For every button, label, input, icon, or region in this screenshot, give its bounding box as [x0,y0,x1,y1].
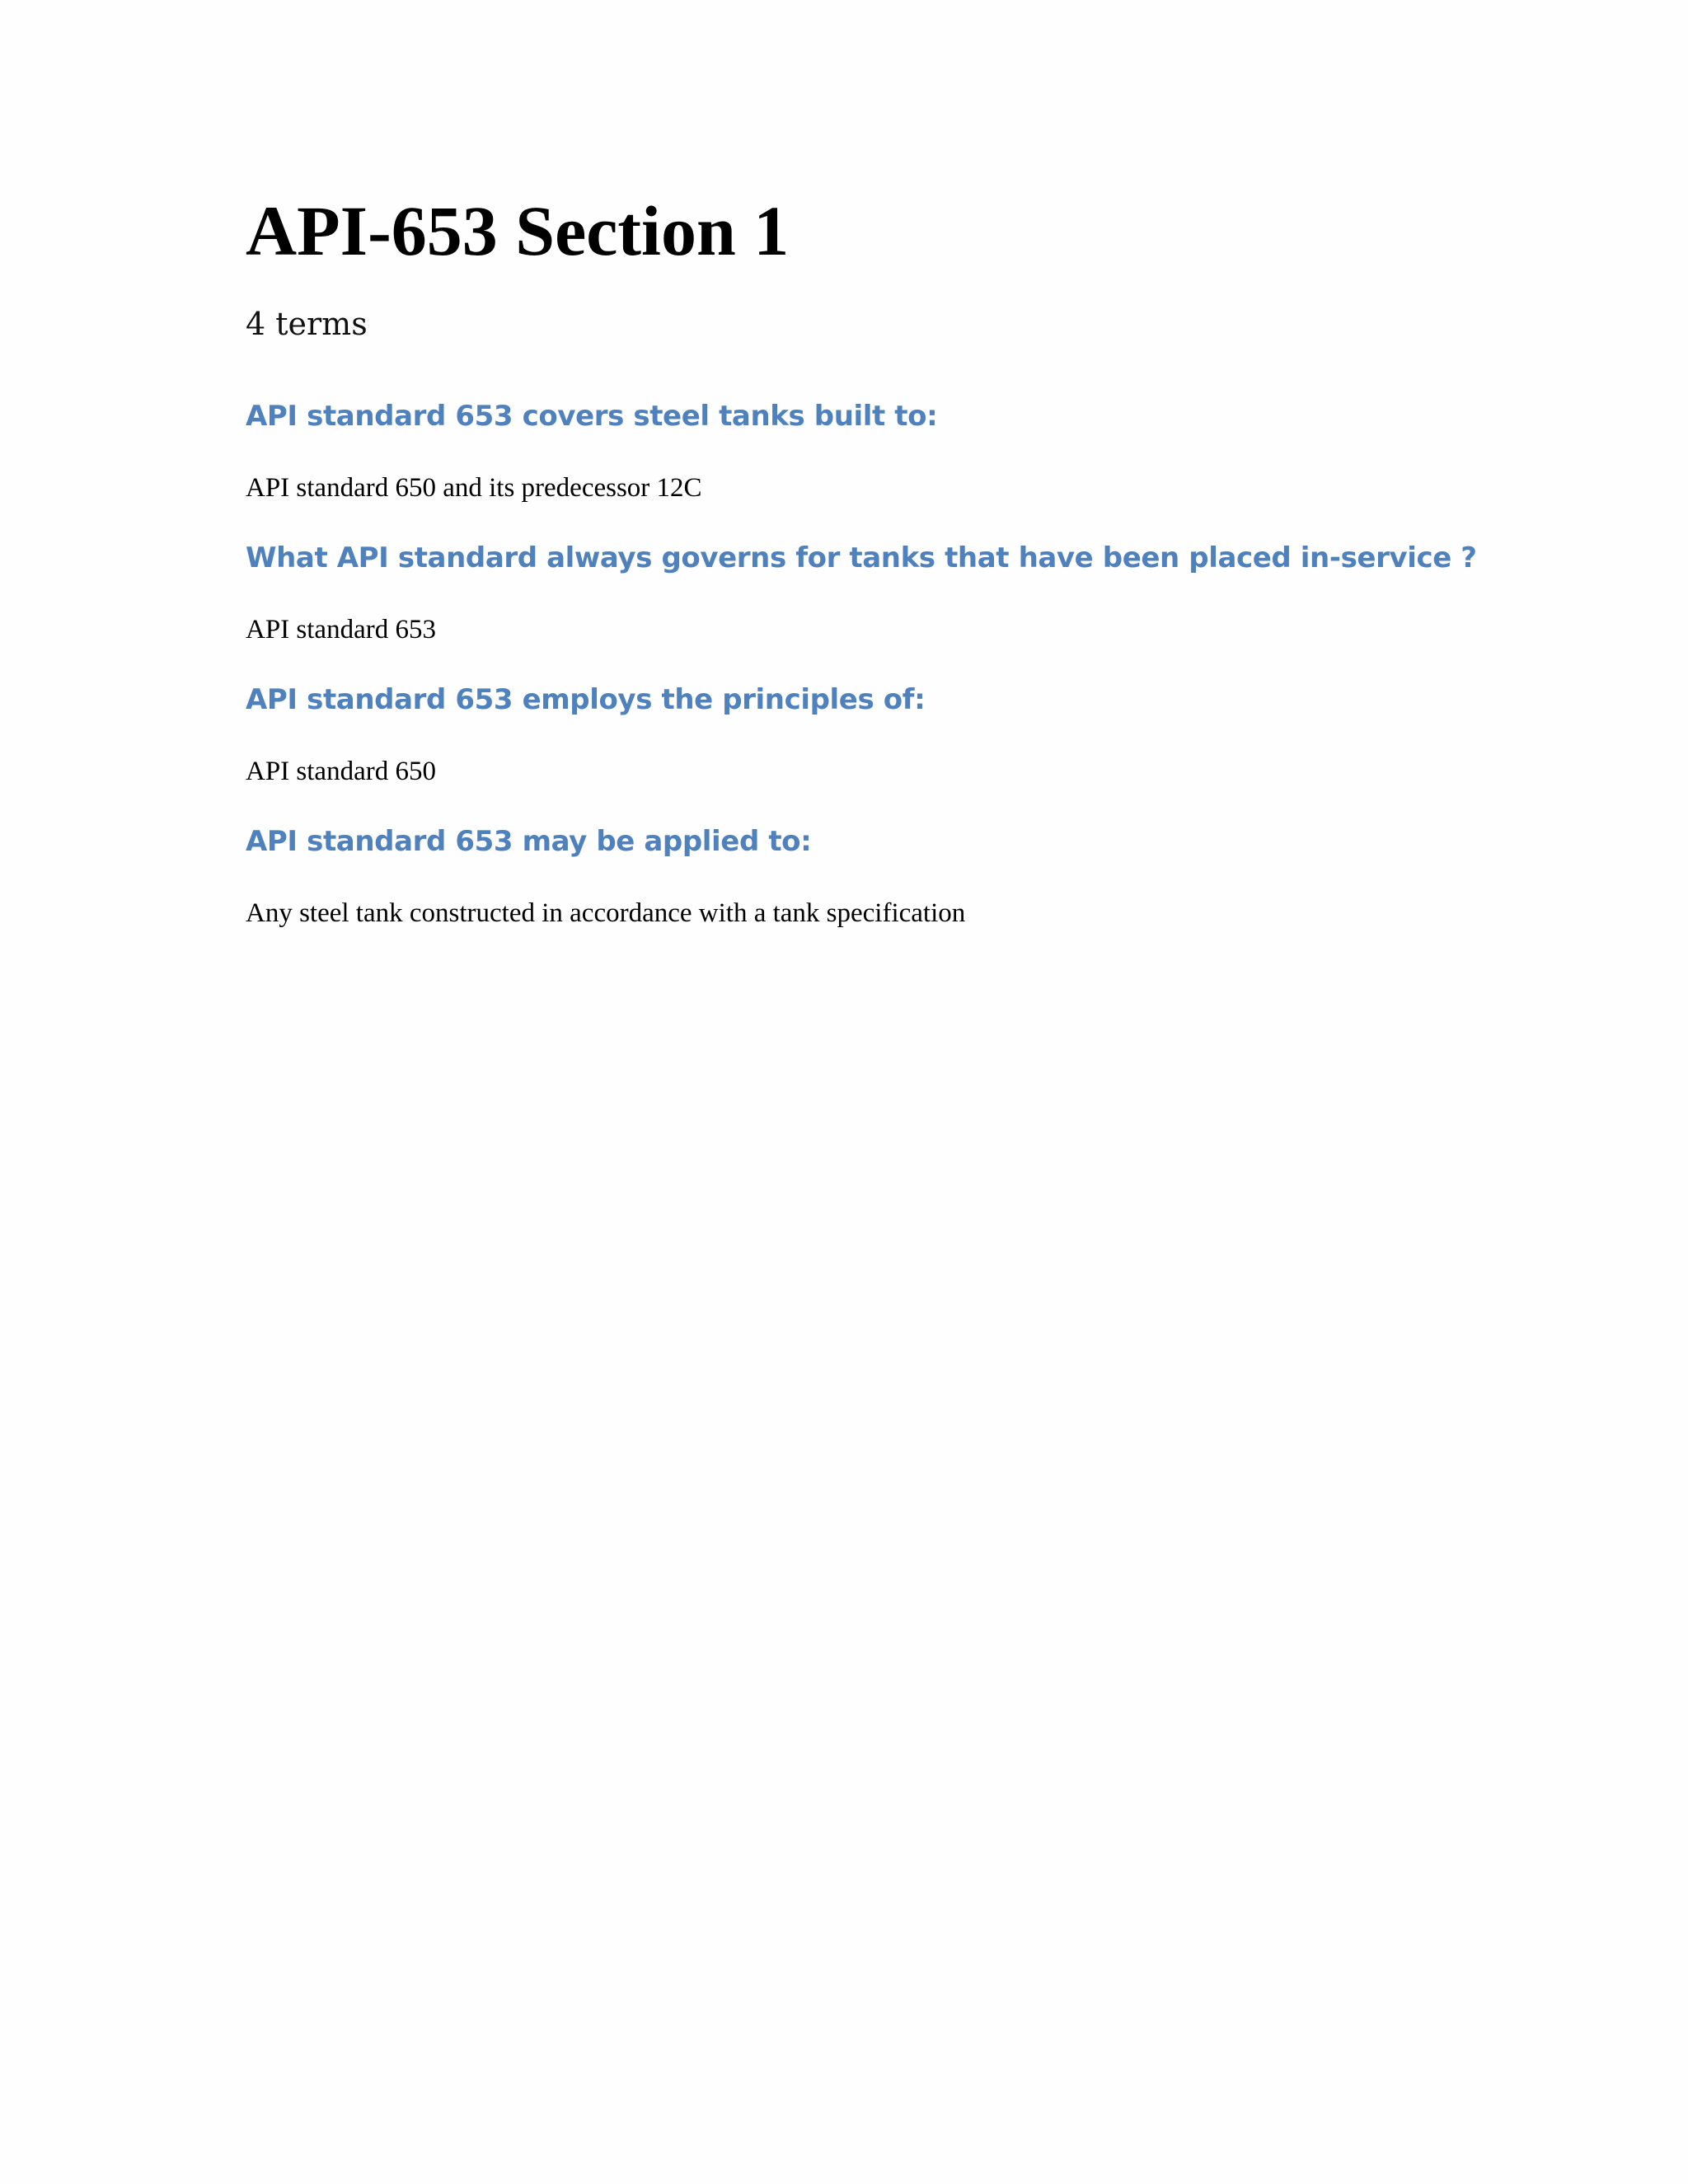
term-answer: API standard 653 [246,615,436,644]
term-count: 4 terms [246,306,368,342]
term-question: API standard 653 employs the principles of: [246,683,926,716]
term-question: API standard 653 may be applied to: [246,825,812,858]
term-answer: API standard 650 and its predecessor 12C [246,473,702,503]
page-title: API-653 Section 1 [246,191,790,270]
term-question: API standard 653 covers steel tanks built to: [246,400,938,433]
document-content [246,190,1564,933]
term-item [246,396,1564,508]
term-question: What API standard always governs for tanks that have been placed in-service ? [246,541,1477,574]
term-list [246,396,1564,933]
term-answer: Any steel tank constructed in accordance with a tank specification [246,898,966,928]
term-item [246,821,1564,933]
term-item [246,537,1564,649]
term-answer: API standard 650 [246,757,436,786]
term-item [246,679,1564,791]
